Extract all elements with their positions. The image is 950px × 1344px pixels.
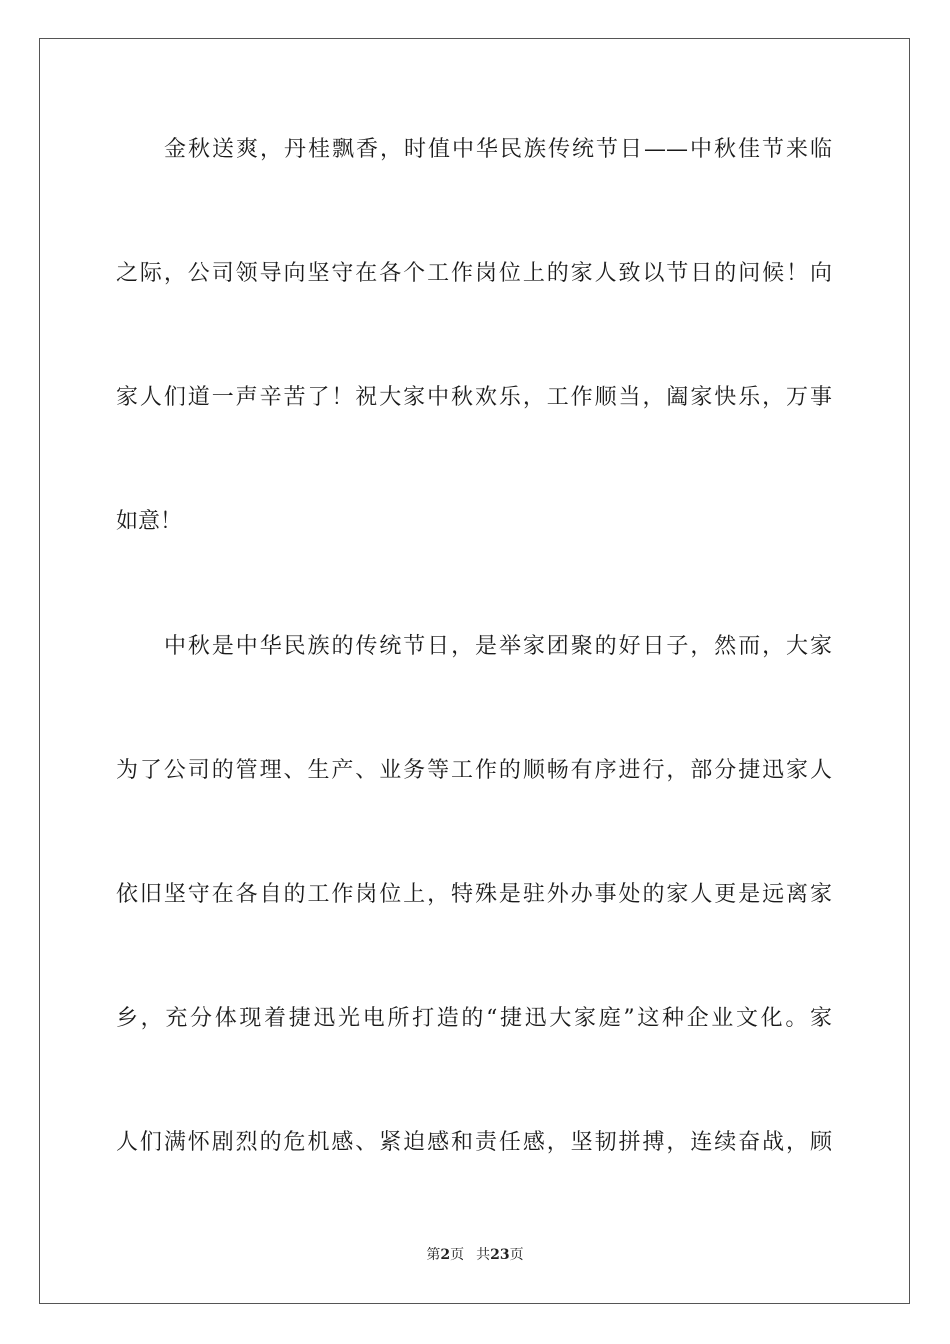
- paragraph-2-line-2: 为了公司的管理、生产、业务等工作的顺畅有序进行，部分捷迅家人: [116, 758, 832, 783]
- total-page-count: 23: [490, 1247, 510, 1263]
- total-prefix: 共: [476, 1247, 491, 1263]
- paragraph-1-line-4: 如意！: [116, 509, 183, 534]
- page-prefix: 第: [426, 1247, 441, 1263]
- current-page-number: 2: [440, 1247, 451, 1263]
- page-suffix: 页: [450, 1247, 465, 1263]
- paragraph-1-line-2: 之际，公司领导向坚守在各个工作岗位上的家人致以节日的问候！向: [116, 261, 832, 286]
- total-suffix: 页: [509, 1247, 524, 1263]
- paragraph-1-line-1: 金秋送爽，丹桂飘香，时值中华民族传统节日——中秋佳节来临: [164, 137, 832, 162]
- page-border: [39, 38, 910, 1304]
- paragraph-2-line-4: 乡，充分体现着捷迅光电所打造的“捷迅大家庭”这种企业文化。家: [116, 1006, 832, 1031]
- paragraph-1-line-3: 家人们道一声辛苦了！祝大家中秋欢乐，工作顺当，阖家快乐，万事: [116, 385, 832, 410]
- paragraph-2-line-3: 依旧坚守在各自的工作岗位上，特殊是驻外办事处的家人更是远离家: [116, 882, 832, 907]
- paragraph-2-line-5: 人们满怀剧烈的危机感、紧迫感和责任感，坚韧拼搏，连续奋战，顾: [116, 1130, 832, 1155]
- paragraph-2-line-1: 中秋是中华民族的传统节日，是举家团聚的好日子，然而，大家: [164, 634, 832, 659]
- page-footer: [0, 1246, 950, 1264]
